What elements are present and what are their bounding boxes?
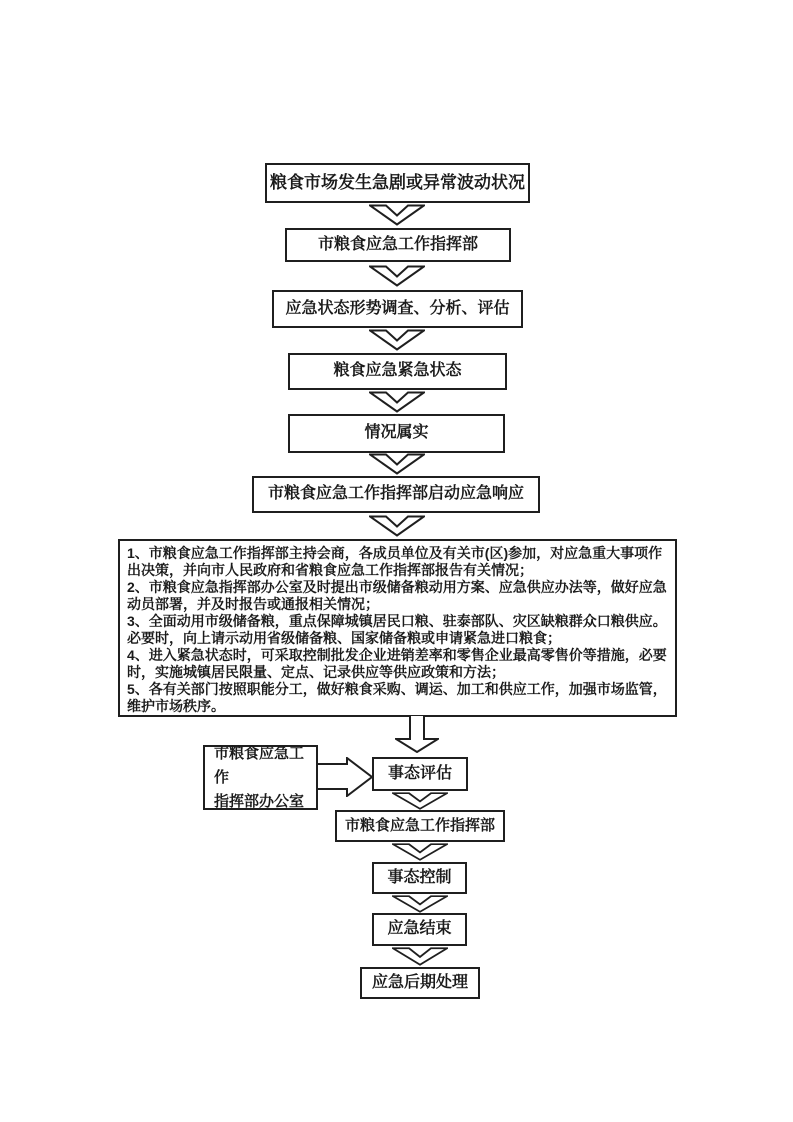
- measure-item-1: 1、市粮食应急工作指挥部主持会商，各成员单位及有关市(区)参加，对应急重大事项作出决策，并向市人民政府和省粮食应急工作指挥部报告有关情况；: [127, 545, 663, 578]
- flow-box-market-fluctuation: 粮食市场发生急剧或异常波动状况: [265, 163, 530, 203]
- chevron-down-arrow-icon: [392, 947, 448, 966]
- flow-box-situation-investigation: 应急状态形势调查、分析、评估: [272, 290, 523, 328]
- chevron-down-arrow-icon: [369, 204, 425, 226]
- chevron-down-arrow-icon: [392, 792, 448, 810]
- measure-item-3: 3、全面动用市级储备粮，重点保障城镇居民口粮、驻泰部队、灾区缺粮群众口粮供应。必要时，向上请示动用省级储备粮、国家储备粮或申请紧急进口粮食；: [127, 613, 667, 646]
- measure-item-4: 4、进入紧急状态时，可采取控制批发企业进销差率和零售企业最高零售价等措施，必要时，实施城镇居民限量、定点、记录供应等供应政策和方法；: [127, 647, 667, 680]
- flow-box-emergency-headquarters-2: 市粮食应急工作指挥部: [335, 810, 505, 842]
- chevron-down-arrow-icon: [369, 265, 425, 287]
- chevron-down-arrow-icon: [369, 329, 425, 351]
- chevron-down-arrow-icon: [392, 843, 448, 861]
- office-box-line2: 指挥部办公室: [214, 792, 305, 810]
- measures-box: [118, 539, 677, 717]
- flow-box-emergency-end: 应急结束: [372, 913, 467, 946]
- flow-box-event-evaluation: 事态评估: [372, 757, 468, 791]
- flow-box-event-control: 事态控制: [372, 862, 467, 894]
- office-box: [203, 745, 318, 810]
- chevron-down-arrow-icon: [369, 391, 425, 413]
- chevron-down-arrow-icon: [369, 453, 425, 475]
- measure-item-2: 2、市粮食应急指挥部办公室及时提出市级储备粮动用方案、应急供应办法等，做好应急动员部署，并及时报告或通报相关情况；: [127, 579, 667, 612]
- measure-item-5: 5、各有关部门按照职能分工，做好粮食采购、调运、加工和供应工作，加强市场监管，维护市场秩序。: [127, 681, 667, 714]
- flow-box-situation-confirmed: 情况属实: [288, 414, 505, 453]
- flow-box-emergency-state: 粮食应急紧急状态: [288, 353, 507, 390]
- flow-box-activate-response: 市粮食应急工作指挥部启动应急响应: [252, 476, 540, 513]
- block-right-arrow-icon: [317, 757, 373, 797]
- chevron-down-arrow-icon: [369, 515, 425, 537]
- chevron-down-arrow-icon: [392, 895, 448, 913]
- block-down-arrow-icon: [395, 715, 439, 753]
- flow-box-emergency-headquarters: 市粮食应急工作指挥部: [285, 228, 511, 262]
- flow-box-post-processing: 应急后期处理: [360, 967, 480, 999]
- office-box-line1: 市粮食应急工作: [214, 744, 305, 786]
